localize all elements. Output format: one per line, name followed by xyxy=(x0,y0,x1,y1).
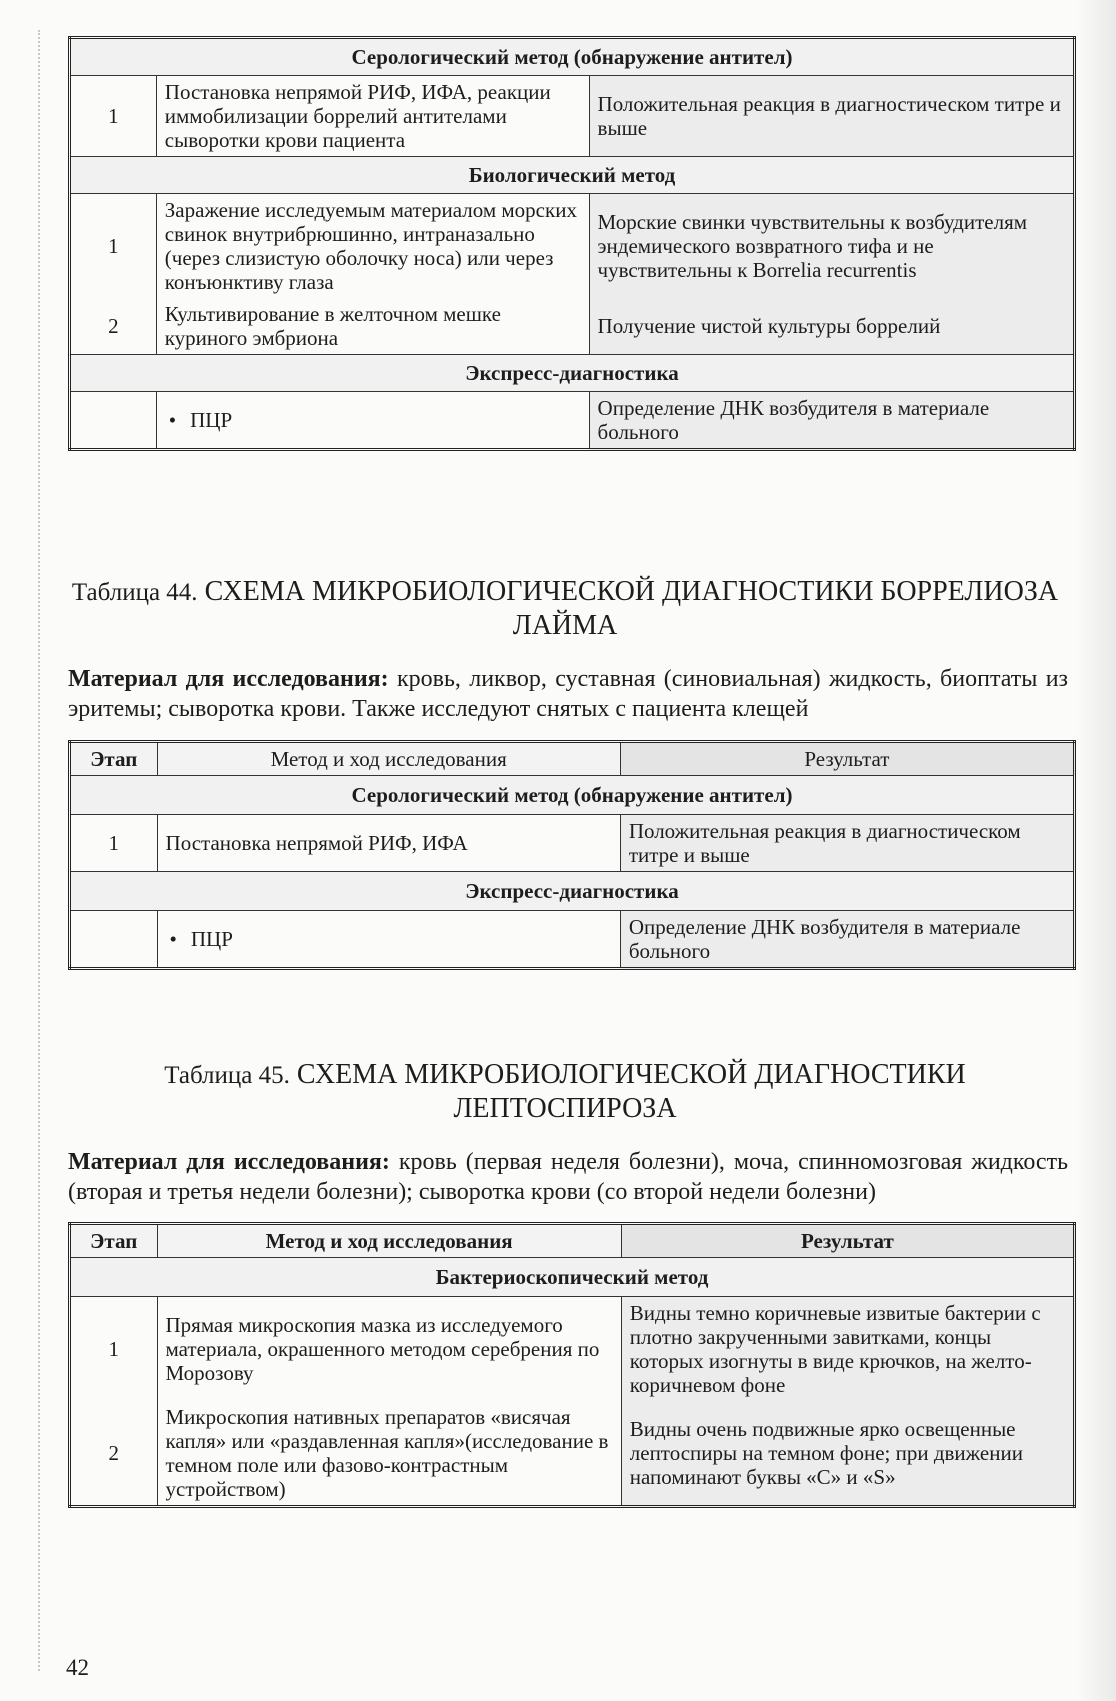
result-cell: Положительная реакция в диагностическом титре и выше xyxy=(620,815,1074,872)
stage-cell: 2 xyxy=(70,298,157,355)
method-cell: Постановка непрямой РИФ, ИФА, реакции иммобилизации боррелий антителами сыворотки крови пациента xyxy=(156,76,589,157)
method-cell: Культивирование в желточном мешке куриного эмбриона xyxy=(156,298,589,355)
section-title: Серологический метод (обнаружение антител) xyxy=(70,776,1075,815)
method-cell xyxy=(157,911,620,969)
table-row xyxy=(70,1297,1075,1402)
table45-caption-title: СХЕМА МИКРОБИОЛОГИЧЕСКОЙ ДИАГНОСТИКИ ЛЕПТОСПИРОЗА xyxy=(296,1059,966,1124)
result-cell: Получение чистой культуры боррелий xyxy=(589,298,1074,355)
section-row xyxy=(70,38,1075,76)
section-title: Бактериоскопический метод xyxy=(70,1258,1075,1297)
table44-caption xyxy=(60,575,1070,642)
table44-header-stage: Этап xyxy=(70,742,158,776)
table45 xyxy=(68,1222,1076,1508)
method-cell: Заражение исследуемым материалом морских свинок внутрибрюшинно, интраназально (через слизистую оболочку носа) или через конъюнктиву глаза xyxy=(156,194,589,299)
table45-header-result: Результат xyxy=(621,1224,1074,1258)
stage-cell: 1 xyxy=(70,76,157,157)
page-margin-line xyxy=(38,30,40,1671)
table45-caption-prefix: Таблица 45. xyxy=(164,1062,290,1089)
section-row xyxy=(70,872,1075,911)
table44-header-method: Метод и ход исследования xyxy=(157,742,620,776)
method-cell: Микроскопия нативных препаратов «висячая капля» или «раздавленная капля»(исследование в темном поле или фазово-контрастным устройством) xyxy=(157,1401,621,1507)
table-row xyxy=(70,298,1075,355)
method-text: • ПЦР xyxy=(166,927,233,951)
scan-shadow xyxy=(1076,0,1116,1701)
stage-cell xyxy=(70,911,158,969)
stage-cell: 1 xyxy=(70,1297,158,1402)
result-cell: Положительная реакция в диагностическом титре и выше xyxy=(589,76,1074,157)
section-row xyxy=(70,776,1075,815)
stage-cell xyxy=(70,392,157,450)
table45-header-row xyxy=(70,1224,1075,1258)
table44-material-label: Материал для исследования: xyxy=(68,666,389,692)
table45-caption xyxy=(60,1058,1070,1125)
table44-header-result: Результат xyxy=(620,742,1074,776)
section-row xyxy=(70,355,1075,392)
result-cell: Определение ДНК возбудителя в материале больного xyxy=(589,392,1074,450)
result-cell: Видны очень подвижные ярко освещенные лептоспиры на темном фоне; при движении напоминают буквы «С» и «S» xyxy=(621,1401,1074,1507)
method-cell: Прямая микроскопия мазка из исследуемого материала, окрашенного методом серебрения по Морозову xyxy=(157,1297,621,1402)
section-row xyxy=(70,157,1075,194)
table44-header-row xyxy=(70,742,1075,776)
table45-material xyxy=(68,1147,1068,1207)
stage-cell: 1 xyxy=(70,815,158,872)
section-title: Биологический метод xyxy=(70,157,1075,194)
table44-material-text: кровь, ликвор, суставная (синовиальная) жидкость, биоптаты из эритемы; сыворотка крови. Также исследуют снятых с пациента клещей xyxy=(68,666,1069,722)
section-title: Серологический метод (обнаружение антител) xyxy=(70,38,1075,76)
result-cell: Морские свинки чувствительны к возбудителям эндемического возвратного тифа и не чувствительны к Borrelia recurrentis xyxy=(589,194,1074,299)
table-top-continuation xyxy=(68,36,1076,451)
stage-cell: 2 xyxy=(70,1401,158,1507)
table-row xyxy=(70,392,1075,450)
method-cell: Постановка непрямой РИФ, ИФА xyxy=(157,815,620,872)
stage-cell: 1 xyxy=(70,194,157,299)
table45-material-text: кровь (первая неделя болезни), моча, спинномозговая жидкость (вторая и третья недели болезни); сыворотка крови (со второй недели болезни) xyxy=(68,1149,1069,1205)
table-row xyxy=(70,76,1075,157)
table44-caption-title: СХЕМА МИКРОБИОЛОГИЧЕСКОЙ ДИАГНОСТИКИ БОРРЕЛИОЗА ЛАЙМА xyxy=(204,576,1059,641)
result-cell: Определение ДНК возбудителя в материале больного xyxy=(620,911,1074,969)
table-row xyxy=(70,911,1075,969)
table-row xyxy=(70,815,1075,872)
table-row xyxy=(70,194,1075,299)
table-row xyxy=(70,1401,1075,1507)
section-row xyxy=(70,1258,1075,1297)
method-text: • ПЦР xyxy=(165,408,232,432)
table44-material xyxy=(68,664,1068,724)
table45-header-method: Метод и ход исследования xyxy=(157,1224,621,1258)
table44 xyxy=(68,740,1076,970)
section-title: Экспресс-диагностика xyxy=(70,355,1075,392)
table45-header-stage: Этап xyxy=(70,1224,158,1258)
section-title: Экспресс-диагностика xyxy=(70,872,1075,911)
table45-material-label: Материал для исследования: xyxy=(68,1149,390,1175)
method-cell xyxy=(156,392,589,450)
result-cell: Видны темно коричневые извитые бактерии с плотно закрученными завитками, концы которых изогнуты в виде крючков, на желто-коричневом фоне xyxy=(621,1297,1074,1402)
table44-caption-prefix: Таблица 44. xyxy=(71,579,198,606)
page-number: 42 xyxy=(66,1655,89,1680)
